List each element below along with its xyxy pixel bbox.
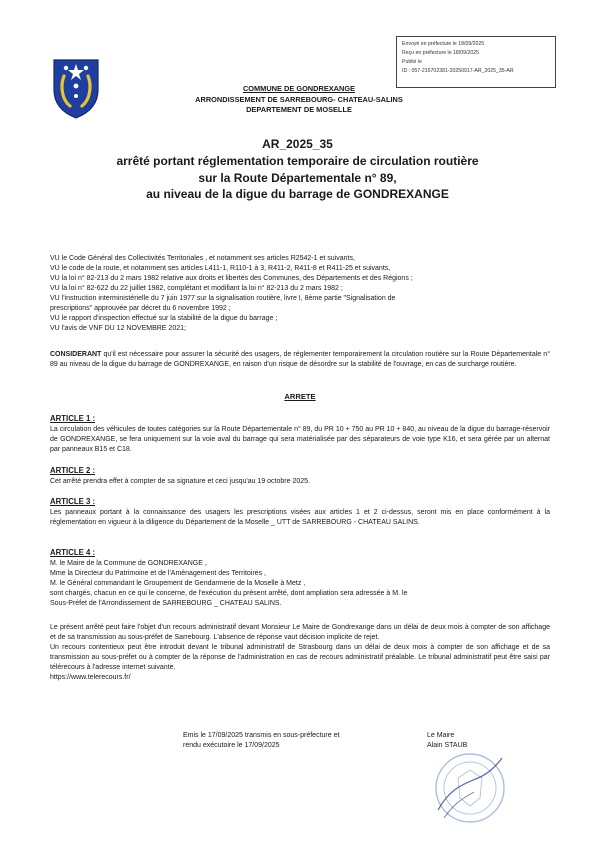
stamp-received-line: Reçu en préfecture le 18/09/2025 bbox=[402, 50, 480, 57]
vu-line: VU le code de la route, et notamment ses articles L411-1, R110-1 à 3, R411-2, R411-8 et R411-25 et suivants, bbox=[50, 264, 391, 272]
considerant-label: CONSIDERANT bbox=[50, 351, 102, 358]
article-4 bbox=[50, 547, 550, 609]
title-line-2: sur la Route Départementale n° 89, bbox=[198, 170, 397, 185]
signatory-name: Alain STAUB bbox=[427, 741, 468, 749]
title-line-1: arrêté portant réglementation temporaire de circulation routière bbox=[116, 153, 479, 168]
article-text: Cet arrêté prendra effet à compter de sa signature et ceci jusqu'au 19 octobre 2025. bbox=[50, 478, 310, 486]
article-line: M. le Maire de la Commune de GONDREXANGE , bbox=[50, 560, 207, 568]
vu-line: VU la loi n° 82-213 du 2 mars 1982 relative aux droits et libertés des Communes, des Départements et des Régions ; bbox=[50, 274, 413, 282]
appeal-information bbox=[50, 623, 550, 683]
departement-name: DEPARTEMENT DE MOSELLE bbox=[246, 105, 352, 115]
arrondissement-name: ARRONDISSEMENT DE SARREBOURG- CHATEAU-SALINS bbox=[195, 94, 403, 104]
article-heading: ARTICLE 4 : bbox=[50, 548, 96, 557]
article-1 bbox=[50, 413, 550, 455]
legal-references bbox=[50, 254, 550, 334]
telerecours-link[interactable]: https://www.telerecours.fr/ bbox=[50, 673, 131, 681]
issued-line: Emis le 17/09/2025 transmis en sous-préfecture et bbox=[183, 732, 340, 739]
title-line-3: au niveau de la digue du barrage de GONDREXANGE bbox=[146, 187, 449, 202]
article-line: Sous-Préfet de l'Arrondissement de SARREBOURG _ CHATEAU SALINS. bbox=[50, 599, 282, 607]
arrete-heading: ARRETE bbox=[284, 392, 316, 401]
article-text: La circulation des véhicules de toutes catégories sur la Route Départementale n° 89, du PR 10 + 750 au PR 10 + 840, au niveau de la digue du barrage-réservoir de GONDREXANGE, se fera uniquement sur la voie aval du barrage qui sera matérialisée par des séparateurs de voie type K16, et sera gérée par un alternat par panneaux B15 et C18. bbox=[50, 426, 550, 453]
considerant-paragraph bbox=[50, 350, 550, 370]
executory-line: rendu exécutoire le 17/09/2025 bbox=[183, 741, 280, 749]
vu-line: VU le Code Général des Collectivités Territoriales , et notamment ses articles R2542-1 et suivants, bbox=[50, 255, 355, 262]
vu-line: prescriptions" approuvée par décret du 6 novembre 1992 ; bbox=[50, 304, 231, 312]
official-seal-icon bbox=[430, 748, 510, 828]
article-line: M. le Général commandant le Groupement de Gendarmerie de la Moselle à Metz , bbox=[50, 579, 306, 587]
coat-of-arms-icon bbox=[50, 56, 102, 120]
article-2 bbox=[50, 465, 550, 487]
stamp-id-line: ID : 057-215702381-20250917-AR_2025_35-AR bbox=[402, 68, 514, 75]
commune-name: COMMUNE DE GONDREXANGE bbox=[242, 84, 356, 93]
vu-line: VU la loi n° 82-622 du 22 juillet 1982, complétant et modifiant la loi n° 82-213 du 2 mars 1982 ; bbox=[50, 284, 343, 292]
document-title bbox=[70, 136, 525, 203]
stamp-sent-line: Envoyé en préfecture le 18/09/2025 bbox=[402, 41, 485, 47]
vu-line: VU l'instruction interministérielle du 7 juin 1977 sur la signalisation routière, livre I, 8ème partie "Signalisation de bbox=[50, 294, 396, 302]
article-heading: ARTICLE 1 : bbox=[50, 414, 96, 423]
vu-line: VU le rapport d'inspection effectué sur la stabilité de la digue du barrage ; bbox=[50, 314, 278, 322]
article-heading: ARTICLE 2 : bbox=[50, 466, 96, 475]
article-heading: ARTICLE 3 : bbox=[50, 497, 96, 506]
article-3 bbox=[50, 496, 550, 528]
article-line: sont chargés, chacun en ce qui le concerne, de l'exécution du présent arrêté, dont ampliation sera adressée à M. le bbox=[50, 589, 408, 597]
vu-line: VU l'avis de VNF DU 12 NOVEMBRE 2021; bbox=[50, 324, 186, 332]
considerant-text: qu'il est nécessaire pour assurer la sécurité des usagers, de réglementer temporairement la circulation routière sur la Route Départementale n° 89 au niveau de la digue du barrage de GONDREXANGE, en raison d'un risque de désordre sur la stabilité de l'ouvrage, en cas de surcharge routière. bbox=[50, 351, 550, 368]
signatory-role: Le Maire bbox=[427, 732, 455, 739]
decree-number: AR_2025_35 bbox=[262, 137, 333, 151]
litigation-appeal-text: Un recours contentieux peut être introduit devant le tribunal administratif de Strasbourg dans un délai de deux mois à compter de son affichage et de sa transmission au sous-préfet ou à compter de la réponse de l'administration en cas de recours administratif préalable. Le tribunal administratif peut être saisi par télérecours à l'adresse internet suivante. bbox=[50, 643, 550, 671]
administrative-appeal-text: Le présent arrêté peut faire l'objet d'un recours administratif devant Monsieur Le Maire de Gondrexange dans un délai de deux mois à compter de son affichage et de sa transmission au sous-préfet de Sarrebourg. L'absence de réponse vaut décision implicite de rejet. bbox=[50, 624, 550, 641]
transmission-note bbox=[183, 731, 408, 751]
article-line: Mme la Directeur du Patrimoine et de l'Aménagement des Territoires , bbox=[50, 570, 266, 577]
prefecture-stamp bbox=[396, 36, 556, 88]
document-header bbox=[120, 84, 478, 116]
article-text: Les panneaux portant à la connaissance des usagers les prescriptions visées aux articles 1 et 2 ci-dessus, seront mis en place conformément à la réglementation en vigueur à la diligence du Département de la Moselle _ UTT de SARREBOURG - CHATEAU SALINS. bbox=[50, 509, 550, 526]
stamp-published-line: Publié le bbox=[402, 59, 422, 66]
